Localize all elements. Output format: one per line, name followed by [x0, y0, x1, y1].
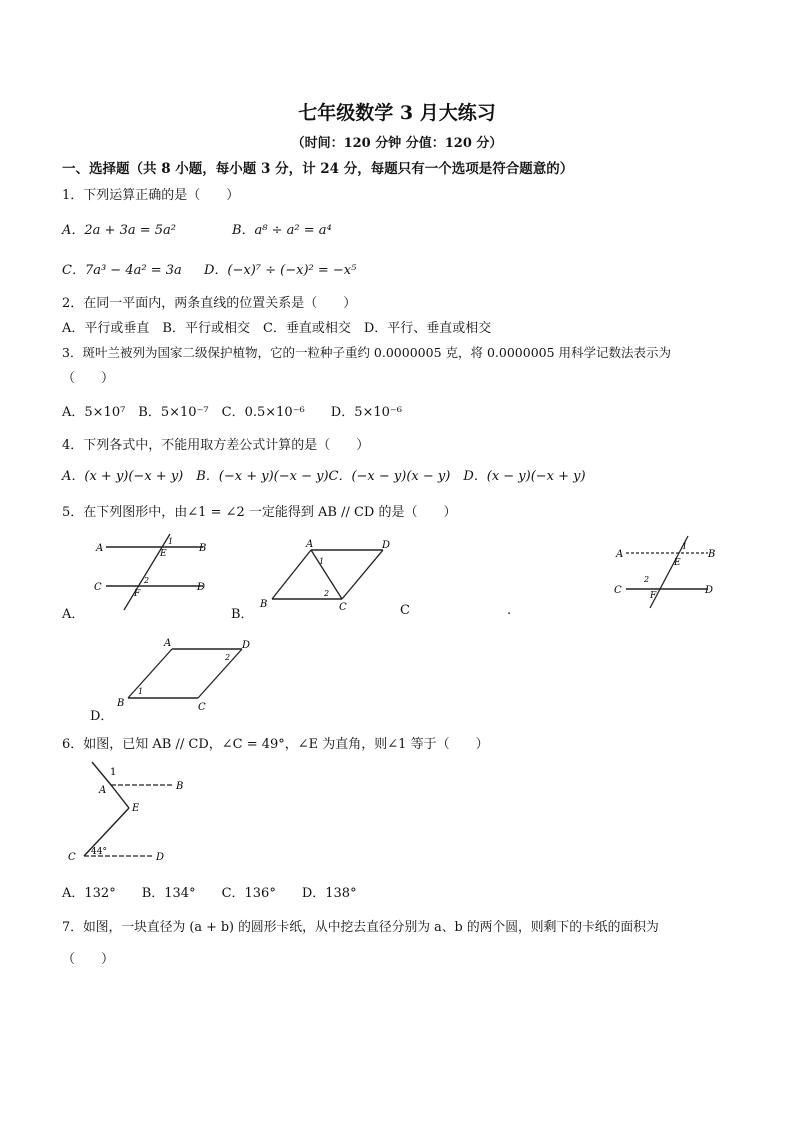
svg-text:44°: 44°	[91, 847, 107, 857]
svg-text:1: 1	[110, 767, 117, 778]
q3-options: A．5×10⁷ B．5×10⁻⁷ C．0.5×10⁻⁶ D．5×10⁻⁶	[62, 405, 402, 420]
svg-text:2: 2	[144, 576, 150, 585]
svg-text:2: 2	[644, 575, 650, 584]
q1-option-c: C．7a³ − 4a² = 3a	[62, 263, 182, 278]
svg-text:1: 1	[319, 557, 325, 566]
q5-label-a: A．	[62, 607, 85, 622]
svg-text:A: A	[164, 638, 172, 649]
q1-option-a: A．2a + 3a = 5a²	[62, 223, 176, 238]
svg-text:B: B	[708, 549, 716, 560]
q1-option-b: B．a⁸ ÷ a² = a⁴	[232, 223, 332, 238]
svg-text:B: B	[260, 599, 268, 610]
q5-figure-b	[258, 536, 398, 616]
q7-stem: 7．如图，一块直径为 (a + b) 的圆形卡纸，从中挖去直径分别为 a、b 的两个圆，则剩下的卡纸的面积为	[62, 920, 659, 935]
svg-text:D: D	[242, 640, 251, 651]
q1-stem: 1．下列运算正确的是（ ）	[62, 188, 240, 203]
q3-stem: 3．斑叶兰被列为国家二级保护植物，它的一粒种子重约 0.0000005 克，将 0.0000005 用科学记数法表示为	[62, 345, 672, 360]
svg-text:A: A	[96, 543, 104, 554]
section-heading: 一、选择题（共 8 小题，每小题 3 分，计 24 分，每题只有一个选项是符合题意的）	[62, 161, 574, 177]
svg-text:C: C	[68, 852, 76, 863]
q5-figure-a	[88, 532, 213, 617]
q1-option-d: D．(−x)⁷ ÷ (−x)² = −x⁵	[204, 263, 357, 278]
svg-text:C: C	[614, 585, 622, 596]
svg-text:E: E	[132, 803, 140, 814]
q5-figure-c	[612, 534, 722, 614]
svg-text:C: C	[339, 602, 347, 613]
page-subtitle: （时间：120 分钟 分值：120 分）	[291, 136, 503, 151]
q5-figure-d	[112, 636, 272, 716]
q6-stem: 6．如图，已知 AB // CD，∠C = 49°，∠E 为直角，则∠1 等于（ ）	[62, 737, 489, 752]
svg-text:A: A	[616, 549, 624, 560]
svg-text:1: 1	[138, 687, 144, 696]
svg-text:D: D	[382, 540, 391, 551]
svg-text:D: D	[156, 852, 165, 863]
q5-label-d: D．	[90, 709, 114, 724]
q6-options: A．132° B．134° C．136° D．138°	[62, 886, 357, 901]
svg-text:2: 2	[324, 589, 330, 598]
q2-options: A．平行或垂直 B．平行或相交 C．垂直或相交 D．平行、垂直或相交	[62, 321, 492, 336]
q2-stem: 2．在同一平面内，两条直线的位置关系是（ ）	[62, 296, 357, 311]
svg-text:C: C	[198, 702, 206, 713]
svg-text:2: 2	[225, 653, 231, 662]
q3-stem-cont: （ ）	[62, 371, 115, 386]
q5-label-c-dot: .	[507, 603, 512, 618]
q7-stem-cont: （ ）	[62, 952, 115, 967]
svg-text:A: A	[99, 785, 107, 796]
svg-text:E: E	[674, 558, 681, 568]
q4-options: A．(x + y)(−x + y) B．(−x + y)(−x − y)C．(−x − y)(x − y) D．(x − y)(−x + y)	[62, 469, 586, 484]
svg-text:E: E	[160, 549, 167, 559]
svg-text:F: F	[134, 589, 141, 599]
q6-figure	[64, 758, 184, 866]
svg-text:B: B	[117, 698, 125, 709]
q4-stem: 4．下列各式中，不能用取方差公式计算的是（ ）	[62, 438, 370, 453]
svg-text:B: B	[176, 781, 184, 792]
svg-text:1: 1	[168, 537, 174, 546]
svg-text:B: B	[199, 543, 207, 554]
q5-label-c: C	[400, 603, 410, 618]
q5-label-b: B．	[231, 607, 254, 622]
q5-stem: 5．在下列图形中，由∠1 = ∠2 一定能得到 AB // CD 的是（ ）	[62, 505, 457, 520]
svg-text:F: F	[650, 591, 657, 601]
svg-text:C: C	[94, 582, 102, 593]
svg-text:D: D	[705, 585, 714, 596]
svg-text:1: 1	[682, 542, 688, 551]
svg-text:A: A	[306, 539, 314, 550]
svg-text:D: D	[197, 582, 206, 593]
page-title: 七年级数学 3 月大练习	[298, 102, 496, 124]
